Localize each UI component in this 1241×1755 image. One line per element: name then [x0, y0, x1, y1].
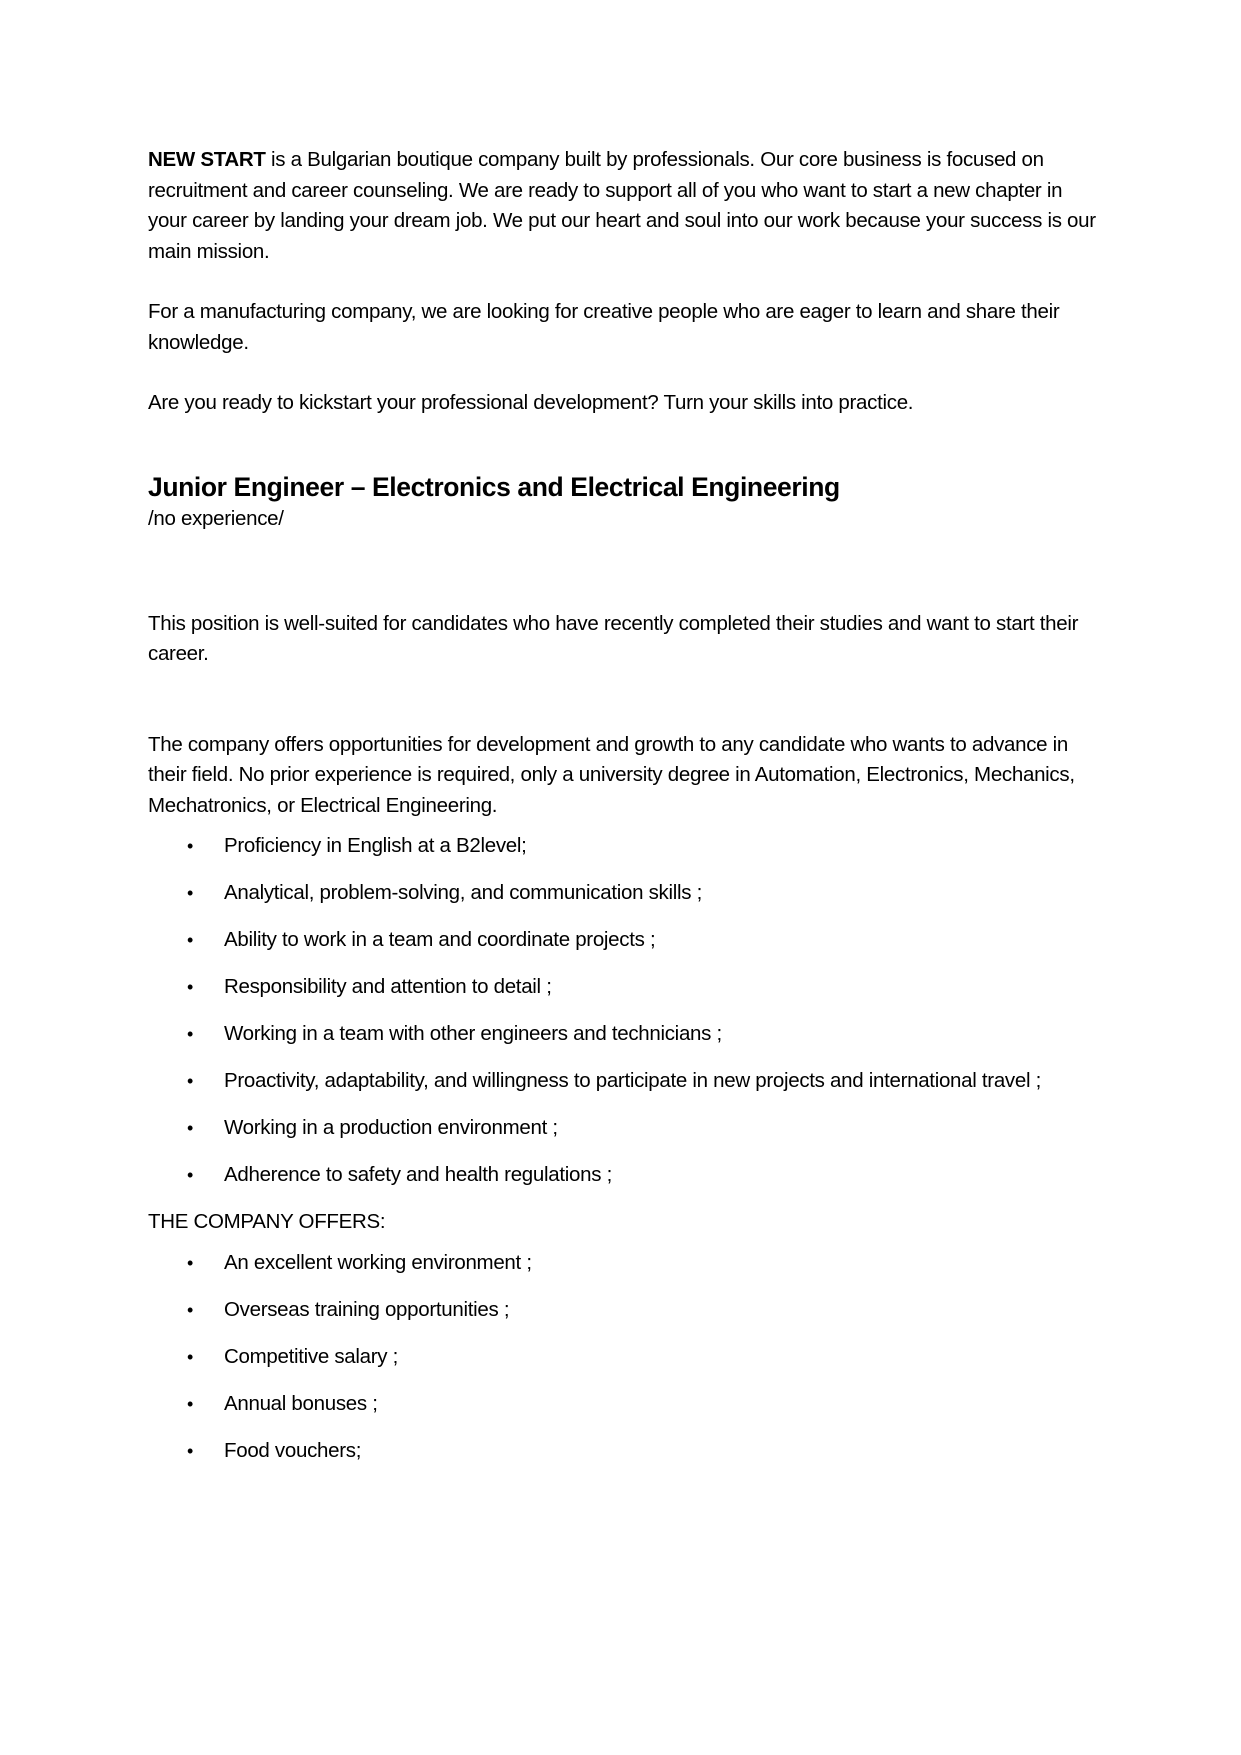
offer-item [148, 1295, 1098, 1326]
bullet-icon: • [187, 883, 194, 903]
bullet-icon: • [187, 1346, 194, 1367]
bullet-icon: • [187, 1393, 194, 1414]
requirement-item [148, 1113, 1098, 1144]
bullet-icon: • [187, 836, 194, 856]
bullet-icon: • [187, 1299, 194, 1320]
requirement-item [148, 925, 1098, 956]
offer-text: Competitive salary ; [224, 1344, 399, 1368]
requirement-text: Working in a production environment ; [224, 1116, 558, 1139]
bullet-icon: • [187, 1165, 194, 1185]
bullet-icon: • [187, 1024, 194, 1044]
ready-paragraph: Are you ready to kickstart your professional development? Turn your skills into practice. [148, 391, 914, 414]
document-page [148, 145, 1098, 1483]
requirement-text: Ability to work in a team and coordinate projects ; [224, 928, 656, 951]
requirement-item [148, 1160, 1098, 1191]
offer-item [148, 1389, 1098, 1420]
offer-text: Annual bonuses ; [224, 1391, 378, 1415]
company-offers-heading: THE COMPANY OFFERS: [148, 1210, 386, 1233]
requirement-item [148, 878, 1098, 909]
offer-item [148, 1436, 1098, 1467]
development-paragraph: The company offers opportunities for development and growth to any candidate who wants to advance in their field. No prior experience is required, only a university degree in Automation, Electronics, Mechanics, Mechatronics, or Electrical Engineering. [148, 732, 1075, 817]
bullet-icon: • [187, 1118, 194, 1138]
requirement-text: Adherence to safety and health regulations ; [224, 1163, 612, 1186]
company-offers-list [148, 1248, 1098, 1467]
offer-text: Food vouchers; [224, 1438, 362, 1462]
requirement-text: Proficiency in English at a B2level; [224, 834, 527, 857]
requirement-item [148, 972, 1098, 1003]
bullet-icon: • [187, 1071, 194, 1091]
offer-text: Overseas training opportunities ; [224, 1297, 510, 1321]
offer-item [148, 1342, 1098, 1373]
requirement-item [148, 831, 1098, 862]
looking-for-paragraph: For a manufacturing company, we are looking for creative people who are eager to learn and share their knowledge. [148, 300, 1060, 354]
intro-paragraph [148, 145, 1098, 267]
bullet-icon: • [187, 930, 194, 950]
requirement-item [148, 1019, 1098, 1050]
job-subtitle: /no experience/ [148, 506, 284, 530]
requirement-item [148, 1066, 1098, 1097]
requirement-text: Working in a team with other engineers and technicians ; [224, 1022, 722, 1045]
requirement-text: Responsibility and attention to detail ; [224, 975, 552, 998]
bullet-icon: • [187, 1252, 194, 1273]
offer-item [148, 1248, 1098, 1279]
suited-paragraph: This position is well-suited for candidates who have recently completed their studies and want to start their career. [148, 611, 1079, 665]
bullet-icon: • [187, 1440, 194, 1461]
requirement-text: Analytical, problem-solving, and communication skills ; [224, 881, 702, 904]
job-title: Junior Engineer – Electronics and Electrical Engineering [148, 471, 840, 502]
bullet-icon: • [187, 977, 194, 997]
intro-text: is a Bulgarian boutique company built by professionals. Our core business is focused on recruitment and career counseling. We are ready to support all of you who want to start a new chapter in your career by landing your dream job. We put our heart and soul into our work because your success is our main mission. [148, 148, 1096, 263]
requirements-list [148, 831, 1098, 1191]
requirement-text: Proactivity, adaptability, and willingness to participate in new projects and international travel ; [224, 1069, 1042, 1092]
company-brand-name: NEW START [148, 148, 266, 171]
offer-text: An excellent working environment ; [224, 1250, 532, 1274]
